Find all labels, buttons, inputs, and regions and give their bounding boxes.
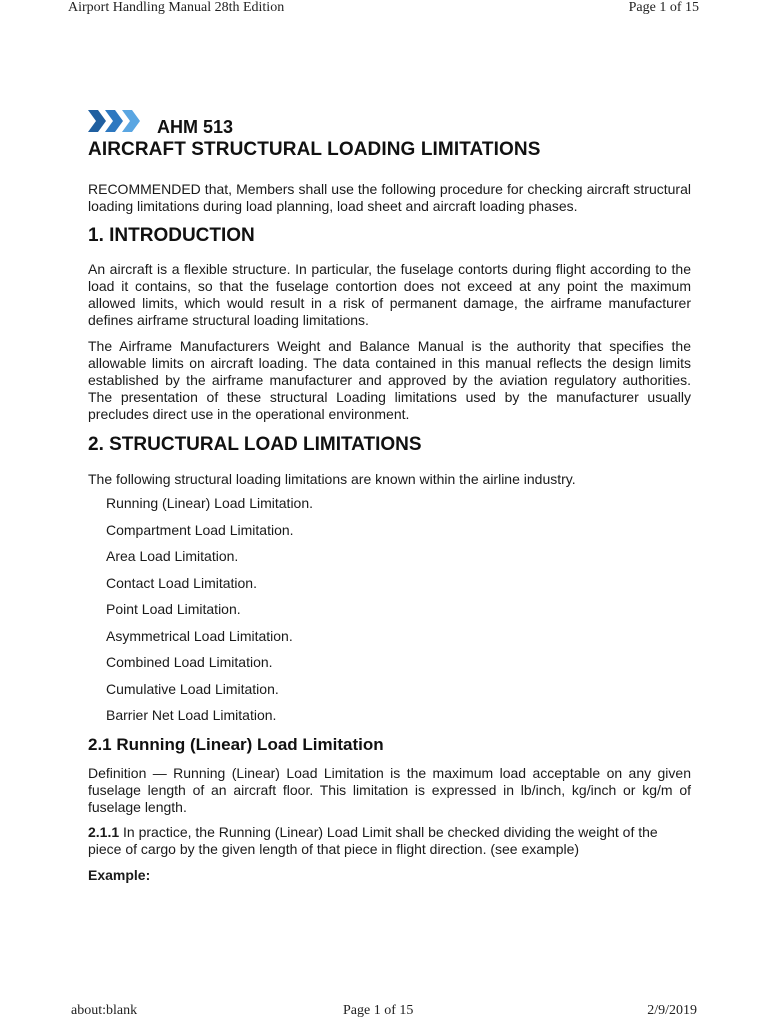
list-item: Asymmetrical Load Limitation. bbox=[106, 627, 293, 644]
doc-header bbox=[88, 80, 691, 138]
recommendation-paragraph: RECOMMENDED that, Members shall use the following procedure for checking aircraft structural loading limitations during load planning, load sheet and aircraft loading phases. bbox=[88, 181, 691, 214]
list-item: Area Load Limitation. bbox=[106, 548, 239, 564]
print-footer-page: Page 1 of 15 bbox=[343, 1003, 414, 1018]
list-item: Barrier Net Load Limitation. bbox=[106, 707, 277, 723]
introduction-paragraph-2: The Airframe Manufacturers Weight and Balance Manual is the authority that specifies the allowable limits on aircraft loading. The data contained in this manual reflects the design limits established by the airframe manufacturer and approved by the aviation regulatory authorities. The presentation of these structural Loading limitations used by the manufacturer usually precludes direct use in the operational environment. bbox=[88, 338, 691, 422]
print-header-title: Airport Handling Manual 28th Edition bbox=[68, 0, 285, 15]
list-item: Compartment Load Limitation. bbox=[106, 521, 294, 538]
introduction-paragraph-1: An aircraft is a flexible structure. In particular, the fuselage contorts during flight according to the load it contains, so that the fuselage contortion does not exceed at any point the maximum allowed limits, which would result in a risk of permanent damage, the airframe manufacturer defines airframe structural loading limitations. bbox=[88, 261, 691, 328]
example-label: Example: bbox=[88, 866, 151, 883]
doc-code: AHM 513 bbox=[157, 117, 234, 137]
section-heading-introduction: 1. INTRODUCTION bbox=[88, 225, 255, 246]
print-footer bbox=[0, 1003, 768, 1023]
print-header-page: Page 1 of 15 bbox=[628, 0, 699, 15]
paragraph-number: 2.1.1 bbox=[88, 823, 120, 840]
definition-paragraph: Definition — Running (Linear) Load Limitation is the maximum load acceptable on any given fuselage length of an aircraft floor. This limitation is expressed in lb/inch, kg/inch or kg/m of fuselage length. bbox=[88, 764, 691, 815]
paragraph-text: In practice, the Running (Linear) Load Limit shall be checked dividing the weight of the piece of cargo by the given length of that piece in flight direction. (see example) bbox=[88, 823, 658, 857]
print-footer-url: about:blank bbox=[71, 1003, 138, 1018]
structural-intro-paragraph: The following structural loading limitations are known within the airline industry. bbox=[88, 471, 576, 487]
list-item: Contact Load Limitation. bbox=[106, 574, 257, 591]
print-header bbox=[0, 0, 768, 20]
list-item: Point Load Limitation. bbox=[106, 601, 241, 617]
page-title: AIRCRAFT STRUCTURAL LOADING LIMITATIONS bbox=[88, 139, 541, 160]
list-item: Combined Load Limitation. bbox=[106, 654, 273, 670]
limitations-list bbox=[88, 495, 691, 724]
chevrons-logo-icon bbox=[88, 106, 146, 136]
list-item: Running (Linear) Load Limitation. bbox=[106, 495, 314, 511]
section-heading-structural-limitations: 2. STRUCTURAL LOAD LIMITATIONS bbox=[88, 434, 422, 455]
subsection-heading-running-load: 2.1 Running (Linear) Load Limitation bbox=[88, 734, 384, 754]
document-body bbox=[88, 80, 691, 884]
list-item: Cumulative Load Limitation. bbox=[106, 680, 279, 697]
paragraph-2-1-1 bbox=[88, 824, 691, 858]
print-footer-date: 2/9/2019 bbox=[647, 1003, 697, 1018]
